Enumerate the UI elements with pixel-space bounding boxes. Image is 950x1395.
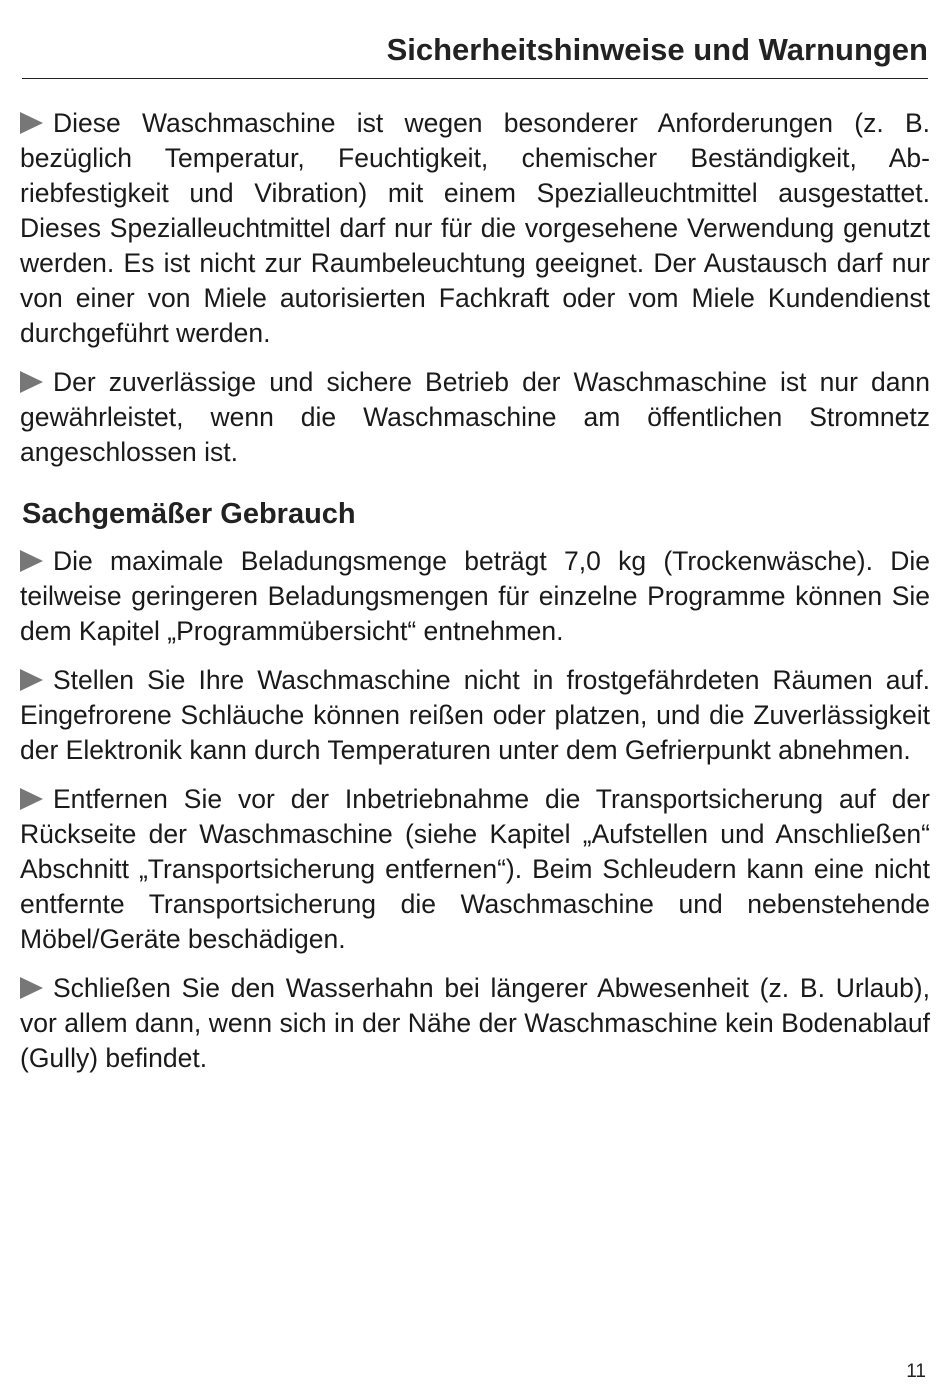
paragraph-text: Schließen Sie den Wasserhahn bei längerer Abwesenheit (z. B. Urlaub), vor allem dann, wenn sich in der Nähe der Waschmaschine kein Bodenablauf (Gully) befindet. (20, 973, 930, 1073)
page-title: Sicherheitshinweise und Warnungen (386, 32, 928, 67)
paragraph-text: Die maximale Beladungsmenge beträgt 7,0 kg (Trockenwäsche). Die teilweise geringeren Beladungsmengen für einzelne Programme können Sie dem Kapitel „Programmübersicht“ entnehmen. (20, 546, 930, 646)
triangle-right-icon (20, 112, 43, 134)
triangle-right-icon (20, 788, 43, 810)
paragraph-text: Diese Waschmaschine ist wegen besonderer Anforderungen (z. B. bezüglich Temperatur, Feuchtigkeit, chemischer Beständigkeit, Abriebfestigkeit und Vibration) mit einem Spezialleuchtmittel ausgestattet. Dieses Spezialleuchtmittel darf nur für die vorgesehene Verwendung genutzt werden. Es ist nicht zur Raumbeleuchtung geeignet. Der Austausch darf nur von einer von Miele autorisierten Fachkraft oder vom Miele Kundendienst durchgeführt werden. (20, 108, 930, 348)
section-proper-use (20, 496, 930, 1076)
page-number: 11 (906, 1361, 926, 1382)
paragraph-text: Stellen Sie Ihre Waschmaschine nicht in frostgefährdeten Räumen auf. Eingefrorene Schläuche können reißen oder platzen, und die Zuverlässigkeit der Elektronik kann durch Temperaturen unter dem Gefrierpunkt abnehmen. (20, 665, 930, 765)
warning-paragraph (20, 106, 930, 351)
warning-paragraph (20, 782, 930, 957)
section-general-warnings (20, 106, 930, 470)
warning-paragraph (20, 971, 930, 1076)
warning-paragraph (20, 663, 930, 768)
warning-paragraph (20, 365, 930, 470)
document-body (20, 106, 930, 1090)
triangle-right-icon (20, 371, 43, 393)
paragraph-text: Der zuverlässige und sichere Betrieb der Waschmaschine ist nur dann gewährleistet, wenn die Waschmaschine am öffentlichen Stromnetz angeschlossen ist. (20, 367, 930, 467)
section-heading: Sachgemäßer Gebrauch (22, 498, 356, 530)
triangle-right-icon (20, 977, 43, 999)
paragraph-text: Entfernen Sie vor der Inbetriebnahme die Transportsicherung auf der Rückseite der Waschmaschine (siehe Kapitel „Aufstellen und Anschließen“ Abschnitt „Transportsicherung entfernen“). Beim Schleudern kann eine nicht entfernte Transportsicherung die Waschmaschine und nebenstehende Möbel/Geräte beschädigen. (20, 784, 930, 954)
warning-paragraph (20, 544, 930, 649)
triangle-right-icon (20, 669, 43, 691)
page-header (22, 28, 928, 79)
triangle-right-icon (20, 550, 43, 572)
